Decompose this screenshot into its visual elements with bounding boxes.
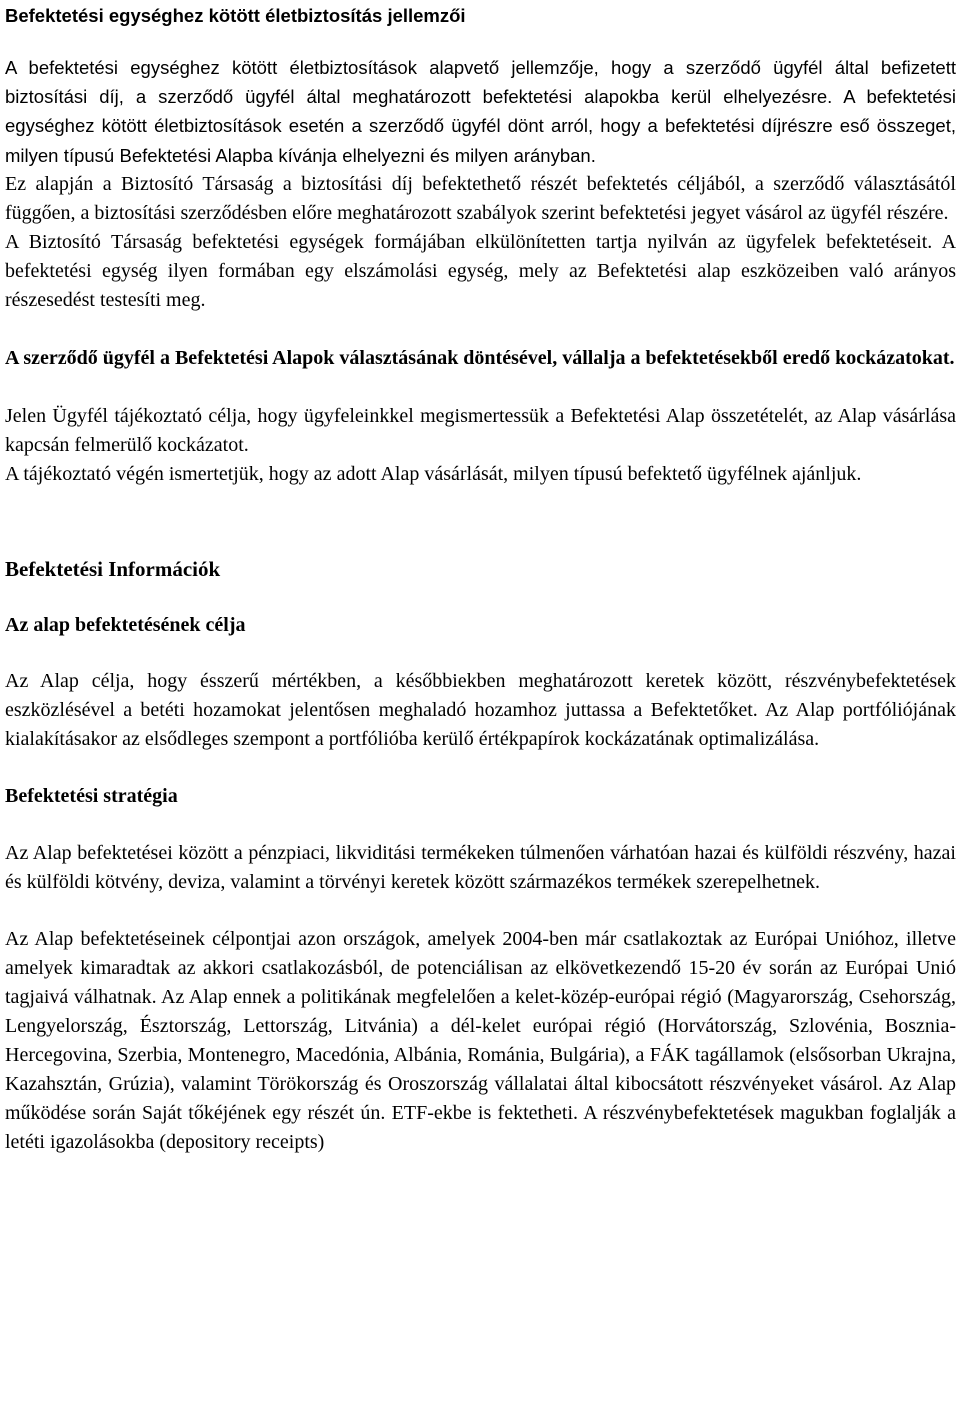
goal-paragraph: Az Alap célja, hogy ésszerű mértékben, a későbbiekben meghatározott keretek között, részvénybefektetések eszközlésével a betéti hozamokat jelentősen meghaladó hozamhoz juttassa a Befektetőket. Az Alap portfóliójának kialakításakor az elsődleges szempont a portfólióba kerülő értékpapírok kockázatának optimalizálása. bbox=[5, 669, 956, 750]
intro-text-4: A Biztosító Társaság befektetési egységek formájában elkülönítetten tartja nyilván az ügyfelek befektetéseit. bbox=[5, 230, 933, 253]
intro-paragraph-3: Ez alapján a Biztosító Társaság a biztosítási díj befektethető részét befektetés céljából, a szerződő választásától függően, a biztosítási szerződésben előre meghatározott szabályok szerint befektetési jegyet vásárol az ügyfél részére. bbox=[5, 172, 956, 224]
intro-paragraph-1 bbox=[5, 53, 956, 170]
section-title: Befektetési egységhez kötött életbiztosítás jellemzői bbox=[5, 5, 466, 26]
strategy-heading: Befektetési stratégia bbox=[5, 784, 178, 807]
intro-text-1: A befektetési egységhez kötött életbiztosítások alapvető jellemzője, hogy a szerződő ügyfél által befizetett biztosítási díj, a szerződő ügyfél által meghatározott befektetési alapokba kerül elhelyezésre. bbox=[5, 57, 956, 108]
risk-statement: A szerződő ügyfél a Befektetési Alapok választásának döntésével, vállalja a befektetésekből eredő kockázatokat. bbox=[5, 346, 955, 369]
info-heading: Befektetési Információk bbox=[5, 556, 221, 581]
intro-text-5: A befektetési egység ilyen formában egy elszámolási egység, mely az Befektetési alap eszközeiben való arányos részesedést testesíti meg. bbox=[5, 230, 957, 311]
document-page bbox=[5, 0, 956, 1157]
strategy-paragraph-2: Az Alap befektetéseinek célpontjai azon országok, amelyek 2004-ben már csatlakoztak az Európai Unióhoz, illetve amelyek kimaradtak az akkori csatlakozásból, de potenciálisan az elkövetkezendő 15-20 év során az Európai Unió tagjaivá válhatnak. Az Alap ennek a politikának megfelelően a kelet-közép-európai régió (Magyarország, Csehország, Lengyelország, Észtország, Lettország, Litvánia) a dél-kelet európai régió (Horvátország, Szlovénia, Bosznia-Hercegovina, Szerbia, Montenegro, Macedónia, Albánia, Románia, Bulgária), a FÁK tagállamok (elsősorban Ukrajna, Kazahsztán, Grúzia), valamint Törökország és Oroszország vállalatai által kibocsátott részvényeket vásárol. Az Alap működése során Saját tőkéjének egy részét ún. ETF-ekbe is fektetheti. A részvénybefektetések magukban foglalják a letéti igazolásokba (depository receipts) bbox=[5, 927, 956, 1153]
purpose-block bbox=[5, 402, 956, 489]
intro-text-2: A befektetési egységhez kötött életbiztosítások esetén a szerződő ügyfél dönt arról, hogy a befektetési díjrészre eső összeget, milyen típusú Befektetési Alapba kívánja elhelyezni és milyen arányban. bbox=[5, 86, 956, 166]
intro-block bbox=[5, 53, 956, 315]
purpose-paragraph-2: A tájékoztató végén ismertetjük, hogy az adott Alap vásárlását, milyen típusú befektető ügyfélnek ajánljuk. bbox=[5, 462, 862, 485]
strategy-paragraph-1: Az Alap befektetései között a pénzpiaci, likviditási termékeken túlmenően várhatóan hazai és külföldi részvény, hazai és külföldi kötvény, deviza, valamint a törvényi keretek között származékos termékek szerepelhetnek. bbox=[5, 841, 956, 893]
intro-paragraph-4 bbox=[5, 228, 956, 315]
purpose-paragraph-1: Jelen Ügyfél tájékoztató célja, hogy ügyfeleinkkel megismertessük a Befektetési Alap összetételét, az Alap vásárlása kapcsán felmerülő kockázatot. bbox=[5, 404, 956, 456]
goal-heading: Az alap befektetésének célja bbox=[5, 613, 246, 636]
